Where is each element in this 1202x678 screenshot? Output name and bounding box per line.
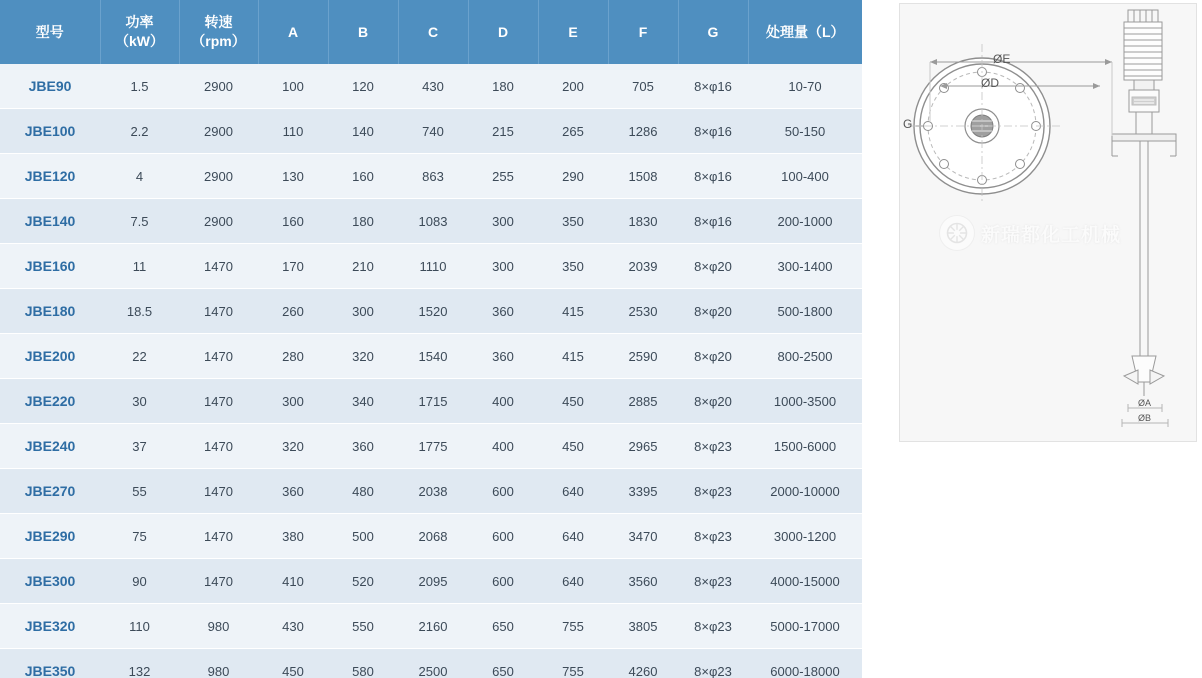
table-row: [0, 514, 862, 559]
cell-power: 75: [100, 514, 179, 559]
cell-c: 2500: [398, 649, 468, 678]
cell-c: 863: [398, 154, 468, 199]
cell-a: 110: [258, 109, 328, 154]
cell-e: 640: [538, 514, 608, 559]
cell-speed: 1470: [179, 424, 258, 469]
column-header-power-line2: （kW）: [115, 33, 164, 49]
cell-e: 200: [538, 64, 608, 109]
cell-a: 130: [258, 154, 328, 199]
cell-c: 1083: [398, 199, 468, 244]
cell-capacity: 10-70: [748, 64, 862, 109]
cell-model: JBE140: [0, 199, 100, 244]
cell-model: JBE290: [0, 514, 100, 559]
cell-model: JBE90: [0, 64, 100, 109]
cell-capacity: 2000-10000: [748, 469, 862, 514]
cell-power: 11: [100, 244, 179, 289]
cell-a: 430: [258, 604, 328, 649]
column-header-c-line1: C: [427, 23, 439, 40]
cell-speed: 1470: [179, 244, 258, 289]
cell-speed: 980: [179, 604, 258, 649]
cell-b: 360: [328, 424, 398, 469]
column-header-g: [678, 0, 748, 64]
cell-d: 300: [468, 199, 538, 244]
cell-f: 1508: [608, 154, 678, 199]
cell-c: 2038: [398, 469, 468, 514]
cell-a: 160: [258, 199, 328, 244]
cell-d: 650: [468, 604, 538, 649]
column-header-d: [468, 0, 538, 64]
diagram-panel: [899, 3, 1197, 442]
cell-e: 755: [538, 649, 608, 678]
column-header-model: [0, 0, 100, 64]
cell-capacity: 100-400: [748, 154, 862, 199]
cell-g: 8×φ23: [678, 469, 748, 514]
cell-speed: 2900: [179, 154, 258, 199]
mixer-technical-drawing: [900, 4, 1196, 441]
column-header-a-line1: A: [287, 23, 299, 40]
cell-b: 340: [328, 379, 398, 424]
cell-e: 350: [538, 199, 608, 244]
column-header-capacity: [748, 0, 862, 64]
cell-model: JBE350: [0, 649, 100, 678]
column-header-f: [608, 0, 678, 64]
cell-speed: 980: [179, 649, 258, 678]
cell-speed: 2900: [179, 64, 258, 109]
cell-e: 755: [538, 604, 608, 649]
cell-g: 8×φ20: [678, 334, 748, 379]
cell-b: 300: [328, 289, 398, 334]
cell-speed: 1470: [179, 334, 258, 379]
cell-e: 350: [538, 244, 608, 289]
cell-capacity: 3000-1200: [748, 514, 862, 559]
table-row: [0, 424, 862, 469]
table-row: [0, 289, 862, 334]
table-header: [0, 0, 862, 64]
cell-model: JBE240: [0, 424, 100, 469]
cell-power: 90: [100, 559, 179, 604]
cell-power: 37: [100, 424, 179, 469]
cell-b: 180: [328, 199, 398, 244]
cell-d: 600: [468, 559, 538, 604]
cell-g: 8×φ23: [678, 424, 748, 469]
column-header-f-line1: F: [638, 23, 648, 40]
table-row: [0, 469, 862, 514]
table-row: [0, 64, 862, 109]
cell-g: 8×φ20: [678, 244, 748, 289]
cell-speed: 2900: [179, 109, 258, 154]
cell-c: 1520: [398, 289, 468, 334]
column-header-capacity-line1: 处理量（L）: [765, 23, 845, 40]
cell-capacity: 500-1800: [748, 289, 862, 334]
cell-g: 8×φ16: [678, 154, 748, 199]
cell-a: 320: [258, 424, 328, 469]
cell-d: 360: [468, 289, 538, 334]
cell-e: 290: [538, 154, 608, 199]
table-row: [0, 379, 862, 424]
cell-d: 255: [468, 154, 538, 199]
cell-model: JBE180: [0, 289, 100, 334]
cell-c: 1110: [398, 244, 468, 289]
column-header-speed: [179, 0, 258, 64]
cell-model: JBE200: [0, 334, 100, 379]
cell-c: 1715: [398, 379, 468, 424]
column-header-c: [398, 0, 468, 64]
cell-e: 415: [538, 334, 608, 379]
cell-a: 380: [258, 514, 328, 559]
cell-b: 140: [328, 109, 398, 154]
cell-power: 4: [100, 154, 179, 199]
cell-c: 1540: [398, 334, 468, 379]
column-header-model-line1: 型号: [35, 23, 64, 40]
cell-b: 120: [328, 64, 398, 109]
cell-power: 132: [100, 649, 179, 678]
column-header-d-line1: D: [497, 23, 509, 40]
cell-a: 450: [258, 649, 328, 678]
column-header-e: [538, 0, 608, 64]
cell-model: JBE120: [0, 154, 100, 199]
table-row: [0, 649, 862, 678]
cell-speed: 1470: [179, 559, 258, 604]
cell-d: 215: [468, 109, 538, 154]
cell-capacity: 200-1000: [748, 199, 862, 244]
cell-power: 1.5: [100, 64, 179, 109]
table-row: [0, 244, 862, 289]
cell-a: 300: [258, 379, 328, 424]
cell-d: 400: [468, 424, 538, 469]
table-row: [0, 199, 862, 244]
cell-f: 2885: [608, 379, 678, 424]
cell-speed: 1470: [179, 289, 258, 334]
cell-capacity: 5000-17000: [748, 604, 862, 649]
cell-d: 650: [468, 649, 538, 678]
cell-b: 210: [328, 244, 398, 289]
watermark-text: 新瑞都化工机械: [981, 224, 1122, 246]
cell-b: 580: [328, 649, 398, 678]
column-header-speed-line2: （rpm）: [191, 33, 246, 49]
cell-power: 7.5: [100, 199, 179, 244]
cell-c: 2160: [398, 604, 468, 649]
table-row: [0, 109, 862, 154]
cell-capacity: 300-1400: [748, 244, 862, 289]
cell-b: 550: [328, 604, 398, 649]
table-body: [0, 64, 862, 678]
cell-e: 450: [538, 424, 608, 469]
cell-f: 2590: [608, 334, 678, 379]
cell-c: 740: [398, 109, 468, 154]
cell-f: 2039: [608, 244, 678, 289]
dimension-label-d: ØD: [981, 76, 999, 90]
cell-model: JBE160: [0, 244, 100, 289]
column-header-a: [258, 0, 328, 64]
cell-f: 1286: [608, 109, 678, 154]
dimension-label-b: ØB: [1138, 413, 1152, 423]
cell-speed: 2900: [179, 199, 258, 244]
cell-a: 410: [258, 559, 328, 604]
column-header-speed-line1: 转速: [204, 14, 233, 31]
cell-a: 280: [258, 334, 328, 379]
cell-model: JBE300: [0, 559, 100, 604]
cell-capacity: 1500-6000: [748, 424, 862, 469]
cell-a: 100: [258, 64, 328, 109]
table-row: [0, 154, 862, 199]
cell-g: 8×φ23: [678, 649, 748, 678]
cell-e: 640: [538, 559, 608, 604]
cell-f: 3805: [608, 604, 678, 649]
column-header-b-line1: B: [357, 23, 369, 40]
cell-model: JBE320: [0, 604, 100, 649]
cell-a: 170: [258, 244, 328, 289]
cell-capacity: 800-2500: [748, 334, 862, 379]
cell-f: 1830: [608, 199, 678, 244]
dimension-label-e: ØE: [993, 52, 1011, 66]
table-row: [0, 334, 862, 379]
cell-e: 415: [538, 289, 608, 334]
cell-capacity: 50-150: [748, 109, 862, 154]
cell-d: 300: [468, 244, 538, 289]
cell-g: 8×φ16: [678, 199, 748, 244]
cell-g: 8×φ23: [678, 514, 748, 559]
cell-c: 2068: [398, 514, 468, 559]
cell-f: 705: [608, 64, 678, 109]
dimension-label-g: G: [903, 117, 913, 131]
cell-power: 22: [100, 334, 179, 379]
cell-power: 55: [100, 469, 179, 514]
cell-c: 430: [398, 64, 468, 109]
cell-power: 18.5: [100, 289, 179, 334]
cell-model: JBE270: [0, 469, 100, 514]
cell-power: 110: [100, 604, 179, 649]
cell-f: 2965: [608, 424, 678, 469]
cell-b: 160: [328, 154, 398, 199]
cell-e: 640: [538, 469, 608, 514]
cell-b: 480: [328, 469, 398, 514]
cell-capacity: 4000-15000: [748, 559, 862, 604]
cell-b: 320: [328, 334, 398, 379]
table-row: [0, 559, 862, 604]
cell-g: 8×φ20: [678, 379, 748, 424]
cell-a: 260: [258, 289, 328, 334]
cell-c: 2095: [398, 559, 468, 604]
cell-d: 600: [468, 514, 538, 559]
cell-power: 2.2: [100, 109, 179, 154]
cell-g: 8×φ16: [678, 109, 748, 154]
cell-b: 500: [328, 514, 398, 559]
cell-capacity: 1000-3500: [748, 379, 862, 424]
cell-e: 265: [538, 109, 608, 154]
cell-g: 8×φ20: [678, 289, 748, 334]
cell-d: 400: [468, 379, 538, 424]
cell-f: 3470: [608, 514, 678, 559]
cell-f: 3395: [608, 469, 678, 514]
cell-model: JBE100: [0, 109, 100, 154]
table-header-row: [0, 0, 862, 64]
column-header-power: [100, 0, 179, 64]
cell-capacity: 6000-18000: [748, 649, 862, 678]
cell-f: 4260: [608, 649, 678, 678]
cell-g: 8×φ23: [678, 604, 748, 649]
table-row: [0, 604, 862, 649]
dimension-label-a: ØA: [1138, 398, 1152, 408]
column-header-power-line1: 功率: [125, 14, 154, 31]
cell-a: 360: [258, 469, 328, 514]
cell-f: 2530: [608, 289, 678, 334]
column-header-b: [328, 0, 398, 64]
cell-e: 450: [538, 379, 608, 424]
column-header-e-line1: E: [568, 23, 578, 40]
cell-speed: 1470: [179, 514, 258, 559]
cell-b: 520: [328, 559, 398, 604]
cell-d: 360: [468, 334, 538, 379]
cell-g: 8×φ16: [678, 64, 748, 109]
cell-d: 600: [468, 469, 538, 514]
cell-g: 8×φ23: [678, 559, 748, 604]
column-header-g-line1: G: [707, 23, 719, 40]
cell-speed: 1470: [179, 469, 258, 514]
cell-d: 180: [468, 64, 538, 109]
cell-power: 30: [100, 379, 179, 424]
cell-speed: 1470: [179, 379, 258, 424]
cell-f: 3560: [608, 559, 678, 604]
cell-model: JBE220: [0, 379, 100, 424]
cell-c: 1775: [398, 424, 468, 469]
